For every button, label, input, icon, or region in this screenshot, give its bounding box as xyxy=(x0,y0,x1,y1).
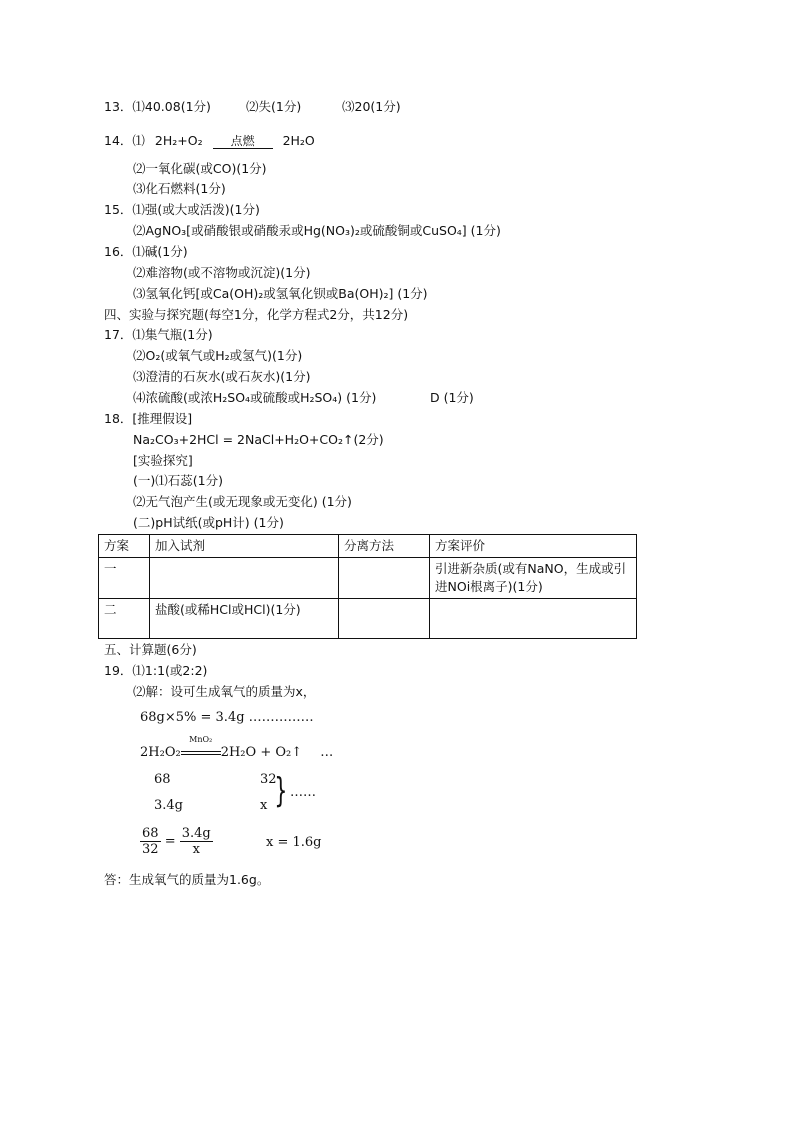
q13-part2: ⑵失(1分) xyxy=(246,99,302,114)
q18-step1: (一)⑴石蕊(1分) xyxy=(133,473,223,488)
q14-eq-right: 2H₂O xyxy=(282,133,315,148)
q17-line xyxy=(104,327,213,343)
q16-part1: ⑴碱(1分) xyxy=(132,244,188,259)
q14-line xyxy=(104,133,315,149)
table-row xyxy=(99,599,637,639)
q16-line xyxy=(104,244,188,260)
q15-label: 15． xyxy=(104,202,133,217)
q15-line xyxy=(104,202,260,218)
q19-part2: ⑵解：设可生成氧气的质量为x， xyxy=(133,684,316,699)
q19-brace-dots: …… xyxy=(290,785,316,800)
table-cell: 二 xyxy=(99,599,150,639)
q14-label: 14． xyxy=(104,133,133,148)
q16-part3: ⑶氢氧化钙[或Ca(OH)₂或氢氧化钡或Ba(OH)₂] (1分) xyxy=(133,286,428,301)
q19-frac-left-den: 32 xyxy=(142,842,159,857)
q19-mass-x: x xyxy=(260,798,268,813)
q18-heading-experiment: [实验探究] xyxy=(133,453,193,468)
q14-reaction-arrow xyxy=(213,134,273,149)
q14-part2: ⑵一氧化碳(或CO)(1分) xyxy=(133,161,267,176)
table-cell: 盐酸(或稀HCl或HCl)(1分) xyxy=(150,599,339,639)
q18-heading-hypothesis: [推理假设] xyxy=(132,411,193,426)
q19-eq-catalyst: MnO₂ xyxy=(189,734,213,744)
q18-equation: Na₂CO₃+2HCl = 2NaCl+H₂O+CO₂↑(2分) xyxy=(133,432,384,447)
q18-line xyxy=(104,411,192,427)
q13-part3: ⑶20(1分) xyxy=(342,99,401,114)
q19-eq-right: 2H₂O + O₂↑ xyxy=(220,745,303,760)
table-header-cell: 方案 xyxy=(99,535,150,558)
q19-proportion xyxy=(140,826,213,857)
section5-heading: 五、计算题(6分) xyxy=(104,642,197,657)
q19-frac-left-num: 68 xyxy=(142,826,159,841)
q18-label: 18． xyxy=(104,411,133,426)
right-brace-icon: } xyxy=(274,771,288,811)
table-cell xyxy=(430,599,637,639)
q13-label: 13． xyxy=(104,99,133,114)
table-header-cell: 加入试剂 xyxy=(150,535,339,558)
q17-part4b: D (1分) xyxy=(430,390,474,405)
q17-label: 17． xyxy=(104,327,133,342)
table-header-cell: 分离方法 xyxy=(339,535,430,558)
q19-fraction-left xyxy=(140,826,161,857)
q19-mass-68: 68 xyxy=(154,772,171,787)
q15-part2: ⑵AgNO₃[或硝酸银或硝酸汞或Hg(NO₃)₂或硫酸铜或CuSO₄] (1分) xyxy=(133,223,501,238)
q19-equilibrium-sign xyxy=(181,734,221,759)
q14-part3: ⑶化石燃料(1分) xyxy=(133,181,226,196)
q14-eq-condition: 点燃 xyxy=(230,134,255,148)
q19-fraction-right xyxy=(180,826,213,857)
q17-part2: ⑵O₂(或氧气或H₂或氢气)(1分) xyxy=(133,348,303,363)
q19-line xyxy=(104,663,207,679)
q19-part1: ⑴1:1(或2:2) xyxy=(132,663,208,678)
table-cell: 引进新杂质(或有NaNO，生成或引进NOi根离子)(1分) xyxy=(430,558,637,599)
final-answer: 答：生成氧气的质量为1.6g。 xyxy=(104,872,270,887)
q19-mass-32: 32 xyxy=(260,772,277,787)
q15-part1: ⑴强(或大或活泼)(1分) xyxy=(132,202,260,217)
table-header-row xyxy=(99,535,637,558)
q18-step3: (二)pH试纸(或pH计) (1分) xyxy=(133,515,284,530)
q17-part4: ⑷浓硫酸(或浓H₂SO₄或硫酸或H₂SO₄) (1分) xyxy=(133,390,377,405)
q19-result: x = 1.6g xyxy=(266,835,322,850)
q19-equation-line xyxy=(140,734,334,761)
q19-calc-mass: 68g×5% = 3.4g …………… xyxy=(140,710,314,725)
q19-frac-right-num: 3.4g xyxy=(181,826,211,841)
table-cell xyxy=(339,558,430,599)
q19-mass-3.4g: 3.4g xyxy=(154,798,183,813)
q19-label: 19． xyxy=(104,663,133,678)
table-header-cell: 方案评价 xyxy=(430,535,637,558)
q16-part2: ⑵难溶物(或不溶物或沉淀)(1分) xyxy=(133,265,311,280)
q17-part3: ⑶澄清的石灰水(或石灰水)(1分) xyxy=(133,369,311,384)
table-row xyxy=(99,558,637,599)
q19-eq-left: 2H₂O₂ xyxy=(140,745,181,760)
q19-frac-right-den: x xyxy=(192,842,200,857)
scheme-table xyxy=(98,534,637,639)
table-cell xyxy=(150,558,339,599)
q17-part1: ⑴集气瓶(1分) xyxy=(132,327,213,342)
q14-eq-left: 2H₂+O₂ xyxy=(154,133,203,148)
q18-step2: ⑵无气泡产生(或无现象或无变化) (1分) xyxy=(133,494,352,509)
q13-part1: ⑴40.08(1分) xyxy=(132,99,211,114)
table-cell xyxy=(339,599,430,639)
section4-heading: 四、实验与探究题(每空1分，化学方程式2分，共12分) xyxy=(104,307,409,322)
table-cell: 一 xyxy=(99,558,150,599)
q19-frac-equals: = xyxy=(164,834,176,849)
q19-eq-dots: … xyxy=(320,745,334,760)
q14-part1-num: ⑴ xyxy=(132,133,145,148)
q13-line xyxy=(104,99,211,115)
q16-label: 16． xyxy=(104,244,133,259)
